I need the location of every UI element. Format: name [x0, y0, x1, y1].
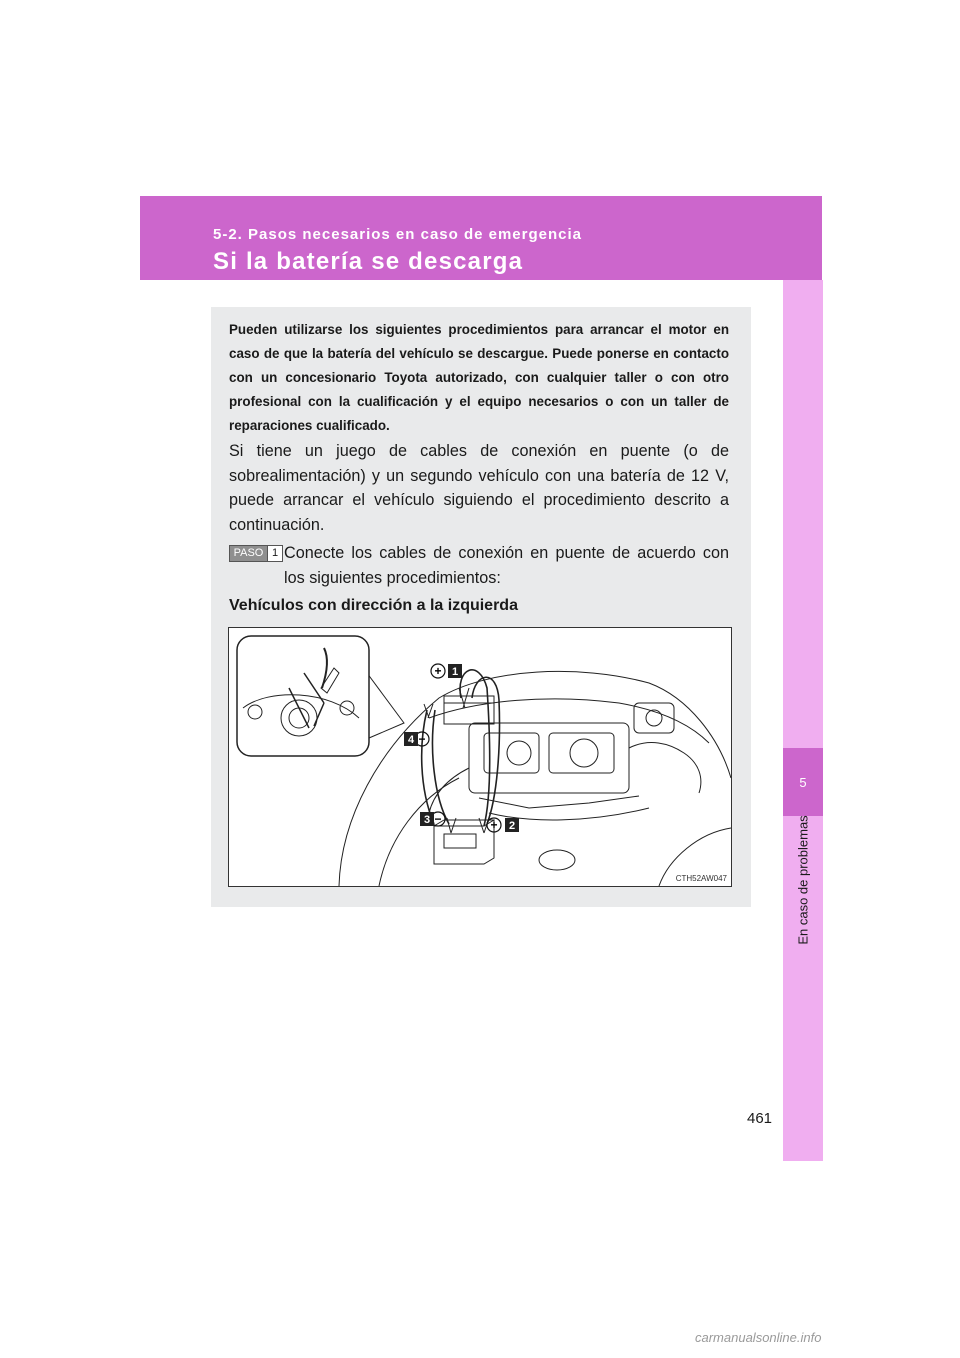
watermark: carmanualsonline.info [695, 1330, 822, 1345]
subheading: Vehículos con dirección a la izquierda [229, 597, 518, 614]
negative-symbol-3: − [434, 812, 442, 826]
page-number: 461 [747, 1110, 773, 1127]
chapter-tab-number[interactable]: 5 [783, 748, 823, 816]
figure-code: CTH52AW047 [675, 874, 727, 883]
step-text: Conecte los cables de conexión en puente de acuerdo con los siguientes procedimientos: [284, 544, 729, 587]
intro-text: Pueden utilizarse los siguientes procedimientos para arrancar el motor en caso de que la batería del vehículo se descargue. Puede ponerse en contacto con un concesionario Toyota autorizado, con cualquier taller o con otro profesional con la cualificación y el equipo necesarios o con un taller de reparaciones cualificado. [229, 322, 729, 433]
section-label: 5-2. Pasos necesarios en caso de emergencia [213, 226, 583, 243]
step-1 [229, 541, 729, 590]
callout-1: 1 [451, 666, 459, 678]
chapter-side-tab[interactable] [783, 280, 823, 1161]
positive-symbol-1: + [434, 664, 442, 678]
callout-3: 3 [423, 814, 431, 826]
engine-bay-drawing [229, 628, 733, 888]
positive-symbol-2: + [490, 818, 498, 832]
step-badge [229, 545, 283, 562]
negative-symbol-4: − [418, 732, 426, 746]
callout-4: 4 [407, 734, 415, 746]
step-badge-number: 1 [267, 546, 282, 561]
jump-start-illustration [228, 627, 732, 887]
body-paragraph: Si tiene un juego de cables de conexión en puente (o de sobrealimentación) y un segundo vehículo con una batería de 12 V, puede arrancar el vehículo siguiendo el procedimiento descrito a continuación. [229, 442, 729, 534]
chapter-tab-label[interactable]: En caso de problemas [795, 815, 811, 945]
callout-2: 2 [508, 820, 516, 832]
step-badge-word: PASO [230, 546, 267, 561]
page-title: Si la batería se descarga [213, 248, 524, 275]
